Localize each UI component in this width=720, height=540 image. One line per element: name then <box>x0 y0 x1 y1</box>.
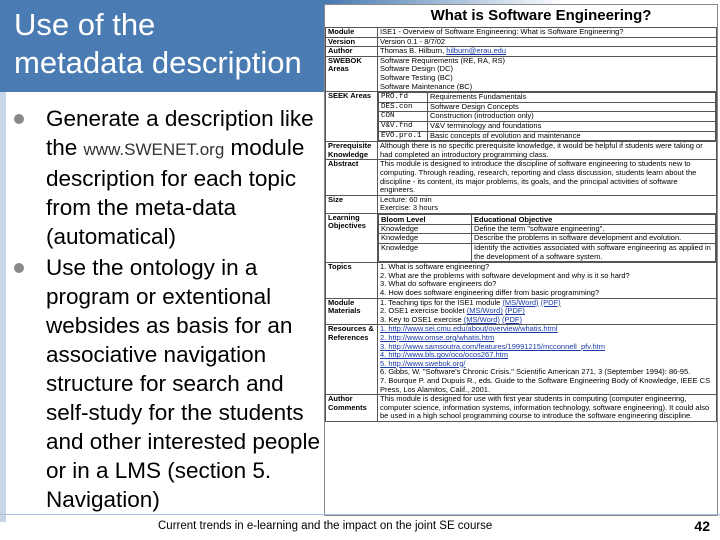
msword-link[interactable]: (MS/Word) <box>502 298 539 307</box>
bloom-level: Knowledge <box>379 244 472 262</box>
seek-code: V&V.fnd <box>379 121 428 131</box>
seek-row <box>379 102 716 112</box>
objective-row <box>379 224 716 234</box>
seek-code: PRO.fd <box>379 93 428 103</box>
row-value <box>378 195 717 213</box>
author-email-link[interactable]: hilburn@erau.edu <box>446 46 507 56</box>
bullet-dot-icon <box>14 114 24 124</box>
swebok-area: Software Testing (BC) <box>380 72 453 82</box>
seek-row <box>379 112 716 122</box>
swenet-link[interactable]: www.SWENET.org <box>83 140 225 159</box>
seek-desc: Requirements Fundamentals <box>428 93 716 103</box>
row-label: Version <box>326 37 378 47</box>
slide-title-line1: Use of the <box>14 7 156 42</box>
bloom-level-header: Bloom Level <box>379 214 472 224</box>
row-value: This module is designed to introduce the discipline of software engineering to students new to computing. Through reading, research, reporting and class discussion, students learn about the discipline - its content, its major problems, its goals, and the principal activities of software engineers. <box>378 160 717 195</box>
seek-row <box>379 93 716 103</box>
pdf-link[interactable]: (PDF) <box>502 314 523 324</box>
row-label: Learning Objectives <box>326 213 378 262</box>
table-row <box>326 142 717 160</box>
doc-title: What is Software Engineering? <box>430 7 652 24</box>
table-row <box>326 325 717 395</box>
row-label: Module <box>326 28 378 38</box>
objective-row <box>379 244 716 262</box>
row-value <box>378 263 717 298</box>
resource-link[interactable]: 3. http://www.samsoutra.com/features/19991215/mcconnell_pfv.htm <box>380 341 605 351</box>
material-text: 1. Teaching tips for the ISE1 module <box>380 298 503 307</box>
resource-link[interactable]: 1. http://www.sei.cmu.edu/about/overview/whatis.html <box>380 324 558 334</box>
reference-item: 7. Bourque P. and Dupuis R., eds. Guide to the Software Engineering Body of Knowledge, IEEE CS Press, Los Alamitos, Calif., 2001. <box>380 375 711 394</box>
slide-footer: Current trends in e-learning and the impact on the joint SE course <box>158 520 493 532</box>
table-row <box>326 28 717 38</box>
table-row <box>326 92 717 142</box>
bullet-text: Generate a description like the <box>46 106 314 160</box>
material-text: 3. Key to OSE1 exercise <box>380 314 464 324</box>
material-item <box>380 316 714 325</box>
slide-title-line2: metadata description <box>14 45 302 80</box>
topic-item: 1. What is software engineering? <box>380 262 490 272</box>
seek-row <box>379 121 716 131</box>
table-row <box>326 395 717 422</box>
row-label: Abstract <box>326 160 378 195</box>
row-label: Resources & References <box>326 325 378 395</box>
objectives-header <box>379 214 716 224</box>
swebok-area: Software Requirements (RE, RA, RS) <box>380 56 506 65</box>
topic-item: 2. What are the problems with software development and why is it so hard? <box>380 270 630 280</box>
module-description-document <box>324 4 718 516</box>
table-row <box>326 47 717 57</box>
seek-desc: Construction (introduction only) <box>428 112 716 122</box>
seek-code: EVO.pro.1 <box>379 131 428 141</box>
seek-desc: V&V terminology and foundations <box>428 121 716 131</box>
seek-row <box>379 131 716 141</box>
objective-text: Define the term "software engineering". <box>472 224 716 234</box>
seek-table <box>378 92 716 141</box>
row-label: SWEBOK Areas <box>326 56 378 91</box>
objective-row <box>379 234 716 244</box>
row-label: Size <box>326 195 378 213</box>
seek-desc: Basic concepts of evolution and maintenance <box>428 131 716 141</box>
seek-code: DES.con <box>379 102 428 112</box>
seek-desc: Software Design Concepts <box>428 102 716 112</box>
pdf-link[interactable]: (PDF) <box>540 298 561 307</box>
bullet-text-cont: module description for each topic from the meta-data (automatical) <box>46 135 305 249</box>
row-value <box>378 213 717 262</box>
row-value <box>378 92 717 142</box>
bullet-item <box>12 104 332 251</box>
seek-code: CON <box>379 112 428 122</box>
row-value <box>378 56 717 91</box>
topic-item: 4. How does software engineering differ from basic programming? <box>380 288 600 298</box>
table-row <box>326 195 717 213</box>
bullet-list <box>12 104 332 516</box>
table-row <box>326 56 717 91</box>
bullet-dot-icon <box>14 263 24 273</box>
table-row <box>326 37 717 47</box>
row-label: Topics <box>326 263 378 298</box>
author-name: Thomas B. Hilburn, <box>380 46 447 56</box>
left-accent-bar <box>0 92 6 522</box>
row-label: Author <box>326 47 378 57</box>
table-row <box>326 213 717 262</box>
objectives-table <box>378 214 716 262</box>
row-value <box>378 325 717 395</box>
topic-item: 3. What do software engineers do? <box>380 279 497 289</box>
size-exercise: Exercise: 3 hours <box>380 203 438 213</box>
reference-item: 6. Gibbs, W. "Software's Chronic Crisis." Scientific American 271, 3 (September 1994): 86-95. <box>380 367 691 377</box>
page-number: 42 <box>694 518 710 534</box>
size-lecture: Lecture: 60 min <box>380 195 432 204</box>
swebok-area: Software Design (DC) <box>380 64 453 74</box>
pdf-link[interactable]: (PDF) <box>504 306 525 316</box>
row-label: Author Comments <box>326 395 378 422</box>
row-value <box>378 298 717 325</box>
resource-link[interactable]: 2. http://www.omse.org/whatis.htm <box>380 333 495 342</box>
row-label: Prerequisite Knowledge <box>326 142 378 160</box>
metadata-table <box>325 27 717 422</box>
row-value: This module is designed for use with first year students in computing (computer engineering, computer science, information systems, information technology, software engineering). It could also be used in a high school programming course to introduce the software engineering discipline. <box>378 395 717 422</box>
row-value: ISE1 - Overview of Software Engineering: What is Software Engineering? <box>378 28 717 38</box>
row-value: Version 0.1 - 8/7/02 <box>378 37 717 47</box>
table-row <box>326 298 717 325</box>
bloom-level: Knowledge <box>379 234 472 244</box>
objective-text: Identify the activities associated with software engineering as applied in the development of a software system. <box>472 244 716 262</box>
row-value <box>378 47 717 57</box>
resource-link[interactable]: 4. http://www.bls.gov/oco/ocos267.htm <box>380 350 508 360</box>
bloom-level: Knowledge <box>379 224 472 234</box>
swebok-area: Software Maintenance (BC) <box>380 81 473 91</box>
footer-rule <box>0 514 720 515</box>
row-label: SEEK Areas <box>326 92 378 142</box>
row-label: Module Materials <box>326 298 378 325</box>
slide-title <box>14 6 302 82</box>
msword-link[interactable]: (MS/Word) <box>463 314 500 324</box>
resource-link[interactable]: 5. http://www.swebok.org/ <box>380 358 466 368</box>
objective-header: Educational Objective <box>472 214 716 224</box>
objective-text: Describe the problems in software development and evolution. <box>472 234 716 244</box>
table-row <box>326 263 717 298</box>
msword-link[interactable]: (MS/Word) <box>466 306 503 316</box>
bullet-text: Use the ontology in a program or extentional websides as basis for an associative navigation structure for search and self-study for the students and other interested people or in a LMS (section 5. Navigation) <box>46 255 320 512</box>
row-value: Although there is no specific prerequisite knowledge, it would be helpful if students were taking or had completed an introductory programming class. <box>378 142 717 160</box>
table-row <box>326 160 717 195</box>
material-text: 2. OSE1 exercise booklet <box>380 306 467 316</box>
bullet-item <box>12 253 332 514</box>
